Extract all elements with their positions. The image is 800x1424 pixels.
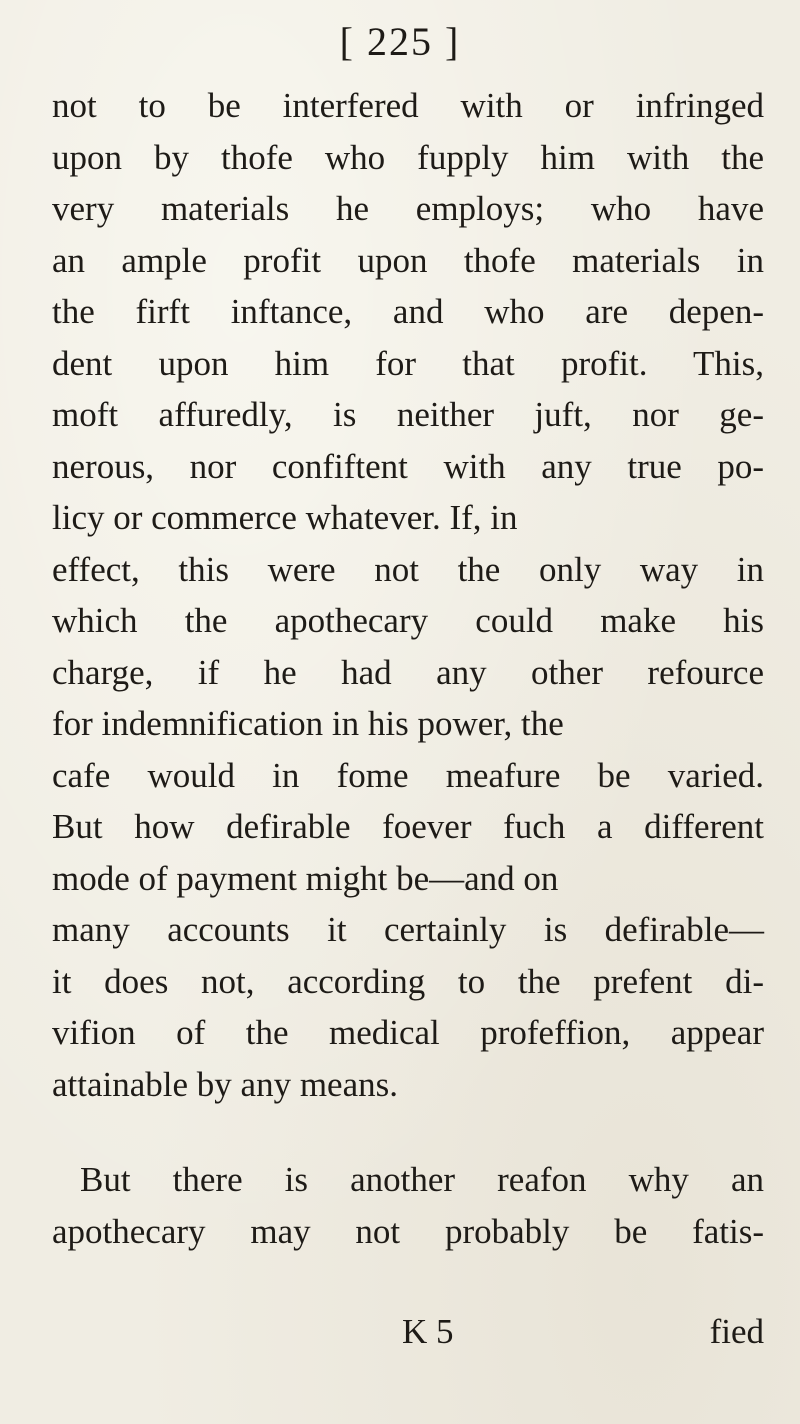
text-line (52, 1059, 764, 1111)
line-text: many accounts it certainly is defirable— (52, 910, 764, 949)
text-line (52, 338, 764, 390)
text-line (52, 801, 764, 853)
line-text: moft affuredly, is neither juft, nor ge- (52, 395, 764, 434)
paragraph-gap (52, 1110, 764, 1154)
line-text: an ample profit upon thofe materials in (52, 240, 764, 280)
line-text: mode of payment might be—and on (52, 858, 559, 898)
line-text: apothecary may not probably be fatis- (52, 1211, 764, 1251)
line-text: the firft inftance, and who are depen- (52, 292, 764, 331)
line-text: for indemnification in his power, the (52, 704, 564, 743)
catchword: fied (709, 1312, 764, 1351)
text-line (52, 132, 764, 184)
text-line (52, 1154, 764, 1206)
text-line (52, 441, 764, 493)
line-text: dent upon him for that profit. This, (52, 343, 764, 383)
text-line (52, 956, 764, 1008)
text-line (52, 183, 764, 235)
text-line (52, 286, 764, 338)
line-text: which the apothecary could make his (52, 601, 764, 640)
line-text: licy or commerce whatever. If, in (52, 498, 518, 537)
line-text: vifion of the medical profeffion, appear (52, 1013, 764, 1052)
line-text: But how defirable foever fuch a different (52, 807, 764, 846)
line-text: very materials he employs; who have (52, 189, 764, 228)
line-text: charge, if he had any other refource (52, 652, 764, 692)
text-line (52, 1206, 764, 1258)
line-text: it does not, according to the prefent di- (52, 961, 764, 1001)
text-line (52, 595, 764, 647)
text-line (52, 853, 764, 905)
signature-mark: K 5 (402, 1312, 454, 1351)
line-text: attainable by any means. (52, 1064, 398, 1104)
page-number: [ 225 ] (339, 19, 461, 64)
line-text: But there is another reafon why an (80, 1160, 764, 1199)
text-line (52, 389, 764, 441)
text-line (52, 750, 764, 802)
text-line (52, 492, 764, 544)
line-text: upon by thofe who fupply him with the (52, 137, 764, 177)
text-line (52, 235, 764, 287)
text-line (52, 1007, 764, 1059)
text-line (52, 80, 764, 132)
text-line (52, 647, 764, 699)
text-line (52, 904, 764, 956)
line-text: not to be interfered with or infringed (52, 86, 764, 125)
line-text: nerous, nor confiftent with any true po- (52, 446, 764, 486)
page-footer (52, 1306, 764, 1358)
text-line (52, 544, 764, 596)
body-text (52, 80, 764, 1257)
line-text: effect, this were not the only way in (52, 549, 764, 589)
text-line (52, 698, 764, 750)
line-text: cafe would in fome meafure be varied. (52, 755, 764, 795)
